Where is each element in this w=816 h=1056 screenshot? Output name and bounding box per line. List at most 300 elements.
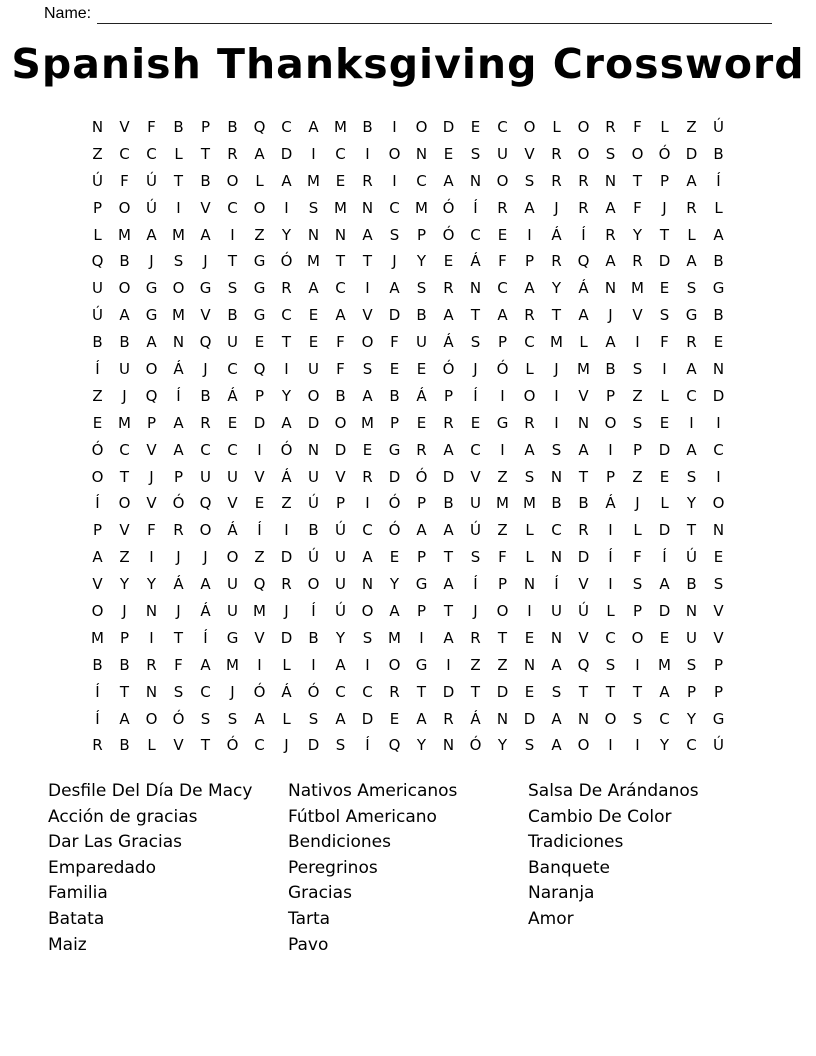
grid-letter: I (149, 548, 154, 567)
grid-letter: O (415, 117, 428, 136)
grid-letter: V (146, 494, 157, 513)
grid-letter: A (686, 440, 697, 459)
grid-letter: M (307, 171, 320, 190)
grid-letter: M (172, 225, 185, 244)
grid-letter: Y (659, 736, 670, 755)
grid-letter: U (308, 467, 319, 486)
grid-letter: Q (253, 359, 266, 378)
grid-letter: V (524, 144, 535, 163)
grid-letter: J (554, 198, 559, 217)
grid-letter: O (496, 171, 509, 190)
grid-letter: I (500, 440, 505, 459)
grid-letter: N (712, 359, 725, 378)
grid-letter: Y (551, 279, 562, 298)
grid-letter: S (362, 628, 373, 647)
grid-letter: Z (92, 386, 103, 405)
grid-letter: O (631, 144, 644, 163)
grid-letter: Z (632, 467, 643, 486)
grid-letter: G (253, 252, 266, 271)
grid-letter: Á (227, 521, 238, 540)
grid-letter: Í (311, 601, 316, 620)
grid-letter: Z (470, 655, 481, 674)
grid-letter: M (307, 252, 320, 271)
grid-letter: O (388, 655, 401, 674)
grid-letter: N (334, 225, 347, 244)
grid-letter: O (604, 709, 617, 728)
grid-letter: S (335, 736, 346, 755)
grid-letter: Í (581, 225, 586, 244)
grid-letter: R (92, 736, 103, 755)
word-list-item: Tarta (288, 908, 331, 929)
grid-letter: Y (497, 736, 508, 755)
grid-letter: B (92, 333, 103, 352)
grid-letter: Y (335, 628, 346, 647)
grid-letter: L (93, 225, 102, 244)
grid-letter: P (200, 117, 211, 136)
grid-letter: F (498, 548, 507, 567)
grid-letter: E (389, 709, 400, 728)
word-list-item: Desfile Del Día De Macy (48, 781, 253, 801)
grid-letter: A (659, 682, 670, 701)
grid-letter: J (176, 548, 181, 567)
grid-letter: Ó (91, 440, 104, 459)
grid-letter: Á (578, 279, 589, 298)
grid-letter: R (524, 413, 535, 432)
grid-letter: N (415, 144, 428, 163)
grid-letter: N (307, 440, 320, 459)
grid-letter: B (416, 306, 427, 325)
grid-letter: A (119, 306, 130, 325)
grid-letter: N (496, 709, 509, 728)
grid-letter: T (173, 628, 184, 647)
grid-letter: F (120, 171, 129, 190)
grid-letter: T (119, 682, 130, 701)
grid-letter: B (119, 655, 130, 674)
grid-letter: S (632, 575, 643, 594)
grid-letter: N (712, 521, 725, 540)
grid-letter: V (119, 117, 130, 136)
grid-letter: P (605, 467, 616, 486)
grid-letter: A (551, 736, 562, 755)
grid-letter: B (578, 494, 589, 513)
grid-letter: P (713, 682, 724, 701)
grid-letter: C (470, 225, 481, 244)
grid-letter: B (92, 655, 103, 674)
grid-letter: E (254, 494, 265, 513)
grid-letter: S (227, 709, 238, 728)
grid-letter: A (416, 521, 427, 540)
grid-letter: J (284, 601, 289, 620)
grid-letter: T (686, 521, 697, 540)
grid-letter: A (281, 413, 292, 432)
name-blank-line (97, 5, 772, 24)
grid-letter: T (578, 467, 589, 486)
grid-letter: Í (95, 709, 100, 728)
grid-letter: Í (95, 682, 100, 701)
grid-letter: M (388, 628, 401, 647)
grid-letter: A (362, 548, 373, 567)
grid-letter: U (227, 333, 238, 352)
grid-letter: O (226, 548, 239, 567)
grid-letter: C (119, 144, 130, 163)
page-title: Spanish Thanksgiving Crossword (11, 40, 805, 88)
grid-letter: D (712, 386, 725, 405)
grid-letter: N (523, 655, 536, 674)
grid-letter: Ú (92, 306, 103, 325)
grid-letter: I (419, 628, 424, 647)
grid-letter: T (470, 682, 481, 701)
word-list-item: Acción de gracias (48, 806, 198, 827)
grid-letter: M (118, 413, 131, 432)
grid-letter: F (147, 117, 156, 136)
grid-letter: C (497, 279, 508, 298)
grid-letter: Q (388, 736, 401, 755)
grid-letter: C (497, 117, 508, 136)
grid-letter: C (335, 144, 346, 163)
grid-letter: J (608, 306, 613, 325)
grid-letter: Í (203, 628, 208, 647)
grid-letter: B (200, 171, 211, 190)
grid-letter: Ó (442, 225, 455, 244)
grid-letter: E (389, 359, 400, 378)
grid-letter: F (174, 655, 183, 674)
grid-letter: N (577, 413, 590, 432)
grid-letter: R (578, 171, 589, 190)
grid-letter: G (712, 279, 725, 298)
grid-letter: D (658, 440, 671, 459)
grid-letter: B (686, 575, 697, 594)
grid-letter: E (308, 306, 319, 325)
grid-letter: Z (254, 225, 265, 244)
grid-letter: E (470, 413, 481, 432)
grid-letter: C (686, 386, 697, 405)
grid-letter: E (524, 682, 535, 701)
grid-letter: T (443, 601, 454, 620)
grid-letter: A (605, 333, 616, 352)
grid-letter: B (605, 359, 616, 378)
grid-letter: Ó (442, 198, 455, 217)
grid-letter: E (659, 628, 670, 647)
grid-letter: D (334, 440, 347, 459)
grid-letter: U (335, 575, 346, 594)
grid-letter: L (660, 117, 669, 136)
grid-letter: Ó (226, 736, 239, 755)
grid-letter: U (497, 144, 508, 163)
grid-letter: A (200, 575, 211, 594)
grid-letter: I (527, 601, 532, 620)
grid-letter: R (497, 198, 508, 217)
grid-letter: E (713, 548, 724, 567)
grid-letter: P (254, 386, 265, 405)
grid-letter: V (470, 467, 481, 486)
grid-letter: U (227, 601, 238, 620)
word-list-item: Emparedado (48, 857, 156, 878)
grid-letter: F (633, 117, 642, 136)
grid-letter: P (146, 413, 157, 432)
grid-letter: B (227, 117, 238, 136)
word-list-item: Fútbol Americano (288, 806, 437, 827)
grid-letter: Q (577, 252, 590, 271)
grid-letter: A (416, 709, 427, 728)
grid-letter: C (335, 682, 346, 701)
grid-letter: A (200, 225, 211, 244)
grid-letter: A (605, 198, 616, 217)
grid-letter: S (659, 306, 670, 325)
grid-letter: I (635, 333, 640, 352)
grid-letter: D (307, 736, 320, 755)
word-list-item: Banquete (528, 857, 611, 878)
grid-letter: V (173, 736, 184, 755)
grid-letter: P (173, 467, 184, 486)
grid-letter: O (712, 494, 725, 513)
grid-letter: A (92, 548, 103, 567)
word-list-column (528, 779, 768, 958)
word-list-item: Gracias (288, 883, 352, 904)
grid-letter: F (336, 333, 345, 352)
grid-letter: A (173, 413, 184, 432)
grid-letter: G (712, 709, 725, 728)
grid-letter: A (443, 306, 454, 325)
grid-letter: Í (716, 171, 721, 190)
grid-letter: I (500, 386, 505, 405)
grid-letter: A (362, 386, 373, 405)
grid-letter: S (470, 144, 481, 163)
grid-letter: I (635, 736, 640, 755)
grid-letter: O (577, 736, 590, 755)
grid-letter: Í (473, 575, 478, 594)
grid-letter: N (361, 198, 374, 217)
grid-letter: N (307, 225, 320, 244)
grid-letter: V (578, 386, 589, 405)
grid-letter: T (416, 682, 427, 701)
grid-letter: L (525, 521, 534, 540)
grid-letter: Y (686, 709, 697, 728)
grid-letter: U (200, 467, 211, 486)
grid-letter: T (335, 252, 346, 271)
grid-letter: J (662, 198, 667, 217)
grid-letter: D (496, 682, 509, 701)
grid-letter: R (524, 306, 535, 325)
grid-letter: I (608, 521, 613, 540)
grid-letter: Q (253, 575, 266, 594)
grid-letter: M (91, 628, 104, 647)
grid-letter: S (416, 279, 427, 298)
grid-letter: G (496, 413, 509, 432)
grid-letter: O (253, 198, 266, 217)
grid-letter: U (308, 359, 319, 378)
grid-letter: Q (199, 494, 212, 513)
grid-letter: Ú (470, 521, 481, 540)
grid-letter: G (145, 279, 158, 298)
grid-letter: Í (473, 198, 478, 217)
grid-letter: S (362, 359, 373, 378)
grid-letter: O (523, 117, 536, 136)
grid-letter: Y (416, 736, 427, 755)
grid-letter: C (227, 359, 238, 378)
grid-letter: Y (146, 575, 157, 594)
grid-letter: N (145, 601, 158, 620)
grid-letter: O (145, 709, 158, 728)
grid-letter: J (122, 386, 127, 405)
grid-letter: Á (281, 467, 292, 486)
grid-letter: L (660, 494, 669, 513)
grid-letter: M (334, 198, 347, 217)
grid-letter: V (362, 306, 373, 325)
grid-letter: P (389, 413, 400, 432)
grid-letter: L (714, 198, 723, 217)
grid-letter: O (172, 279, 185, 298)
grid-letter: A (686, 252, 697, 271)
grid-letter: O (307, 386, 320, 405)
grid-letter: Ú (146, 198, 157, 217)
grid-letter: I (608, 575, 613, 594)
grid-letter: S (470, 333, 481, 352)
grid-letter: I (230, 225, 235, 244)
grid-letter: P (416, 225, 427, 244)
grid-letter: R (470, 628, 481, 647)
grid-letter: R (281, 575, 292, 594)
grid-letter: R (281, 279, 292, 298)
grid-letter: S (173, 252, 184, 271)
grid-letter: U (227, 575, 238, 594)
grid-letter: D (523, 709, 536, 728)
grid-letter: V (119, 521, 130, 540)
grid-letter: A (443, 628, 454, 647)
grid-letter: A (335, 306, 346, 325)
grid-letter: A (605, 252, 616, 271)
grid-letter: I (284, 198, 289, 217)
grid-letter: G (226, 628, 239, 647)
grid-letter: N (442, 736, 455, 755)
grid-letter: C (659, 709, 670, 728)
grid-letter: B (551, 494, 562, 513)
word-list-item: Salsa De Arándanos (528, 781, 699, 801)
grid-letter: D (388, 467, 401, 486)
grid-letter: E (389, 548, 400, 567)
grid-letter: V (254, 628, 265, 647)
grid-letter: Í (95, 494, 100, 513)
grid-letter: J (473, 601, 478, 620)
grid-letter: S (605, 655, 616, 674)
grid-letter: J (149, 467, 154, 486)
grid-letter: R (227, 144, 238, 163)
grid-letter: Á (470, 252, 481, 271)
grid-letter: A (389, 601, 400, 620)
word-list-item: Peregrinos (288, 857, 378, 878)
grid-letter: D (442, 682, 455, 701)
grid-letter: J (176, 601, 181, 620)
grid-letter: Ó (280, 252, 293, 271)
grid-letter: O (307, 575, 320, 594)
grid-letter: E (470, 117, 481, 136)
grid-letter: A (389, 279, 400, 298)
grid-letter: R (605, 225, 616, 244)
grid-letter: T (659, 225, 670, 244)
word-list-item: Bendiciones (288, 832, 391, 853)
grid-letter: T (632, 682, 643, 701)
grid-letter: A (443, 575, 454, 594)
grid-letter: T (281, 333, 292, 352)
grid-letter: Z (497, 467, 508, 486)
grid-letter: A (146, 225, 157, 244)
grid-letter: I (311, 144, 316, 163)
grid-letter: Ú (713, 117, 724, 136)
grid-letter: J (203, 252, 208, 271)
grid-letter: I (392, 171, 397, 190)
grid-letter: I (662, 359, 667, 378)
grid-letter: T (362, 252, 373, 271)
grid-letter: N (172, 333, 185, 352)
grid-letter: F (147, 521, 156, 540)
grid-letter: U (335, 548, 346, 567)
grid-letter: C (254, 736, 265, 755)
grid-letter: P (443, 386, 454, 405)
grid-letter: E (254, 333, 265, 352)
grid-letter: G (685, 306, 698, 325)
grid-letter: S (686, 467, 697, 486)
word-search-grid (84, 114, 732, 759)
grid-letter: Q (199, 333, 212, 352)
grid-letter: Z (686, 117, 697, 136)
grid-letter: G (253, 306, 266, 325)
grid-letter: L (552, 117, 561, 136)
grid-letter: Ú (92, 171, 103, 190)
grid-letter: O (118, 279, 131, 298)
grid-letter: F (633, 548, 642, 567)
grid-letter: C (416, 171, 427, 190)
grid-letter: I (176, 198, 181, 217)
grid-letter: U (686, 628, 697, 647)
grid-letter: A (308, 279, 319, 298)
grid-letter: R (578, 198, 589, 217)
word-list-item: Pavo (288, 934, 329, 955)
grid-letter: B (713, 306, 724, 325)
grid-letter: G (388, 440, 401, 459)
grid-letter: Z (632, 386, 643, 405)
grid-letter: Ó (307, 682, 320, 701)
grid-letter: O (118, 198, 131, 217)
grid-letter: N (469, 279, 482, 298)
grid-letter: D (361, 709, 374, 728)
grid-letter: B (227, 306, 238, 325)
grid-letter: E (524, 628, 535, 647)
grid-letter: R (686, 198, 697, 217)
grid-letter: R (362, 171, 373, 190)
grid-letter: O (334, 413, 347, 432)
grid-letter: O (577, 117, 590, 136)
grid-letter: A (686, 171, 697, 190)
grid-letter: N (577, 709, 590, 728)
grid-letter: Ó (658, 144, 671, 163)
grid-letter: Á (416, 386, 427, 405)
grid-letter: I (365, 494, 370, 513)
grid-letter: M (496, 494, 509, 513)
grid-letter: B (308, 521, 319, 540)
grid-letter: I (257, 655, 262, 674)
grid-letter: N (685, 601, 698, 620)
grid-letter: Ó (280, 440, 293, 459)
word-list (48, 779, 778, 958)
grid-letter: A (551, 709, 562, 728)
grid-letter: Ú (308, 548, 319, 567)
grid-letter: J (230, 682, 235, 701)
grid-letter: M (523, 494, 536, 513)
grid-letter: I (311, 655, 316, 674)
grid-letter: M (577, 359, 590, 378)
grid-letter: D (577, 548, 590, 567)
grid-letter: N (523, 575, 536, 594)
grid-letter: R (146, 655, 157, 674)
